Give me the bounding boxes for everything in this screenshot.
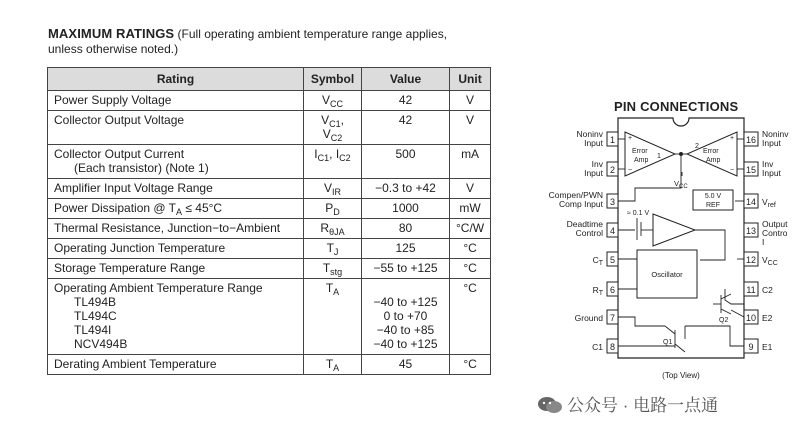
unit-cell: V — [450, 111, 491, 145]
rating-cell: Power Supply Voltage — [48, 91, 304, 111]
part-number: TL494B — [74, 295, 117, 309]
pin-num: 2 — [609, 165, 616, 175]
pin-label: Ground — [574, 313, 603, 323]
header-value: Value — [362, 68, 450, 91]
vcc-label: $V_{CC}$ — [674, 179, 688, 190]
pin-label-mark: I — [762, 237, 765, 247]
pin-num: 15 — [745, 165, 757, 175]
part-number: NCV494B — [74, 337, 128, 351]
table-header-row — [48, 68, 491, 91]
top-view-caption: (Top View) — [662, 371, 700, 380]
rating-cell: Operating Junction Temperature — [48, 239, 304, 259]
symbol-cell: $T_{stg}$ — [304, 259, 362, 279]
amp-number: 1 — [657, 153, 661, 160]
value-item: −40 to +85 — [376, 323, 435, 337]
value-cell: −55 to +125 — [362, 259, 450, 279]
minus-mark: − — [730, 167, 735, 174]
value-cell: 45 — [362, 355, 450, 375]
pin-connections-title: PIN CONNECTIONS — [614, 99, 739, 114]
ratings-heading-rest: (Full operating ambient temperature range applies, — [174, 27, 448, 41]
q1-label: Q1 — [663, 339, 673, 346]
rating-cell: Power Dissipation @ $T_A \le 45^\circ C$ — [48, 199, 304, 219]
table-row — [48, 219, 491, 239]
pin-label: Contro — [762, 228, 788, 238]
max-ratings-table — [47, 67, 491, 375]
header-symbol: Symbol — [304, 68, 362, 91]
pin-num: 4 — [609, 226, 616, 236]
pin-label: $R_T$ — [592, 285, 603, 297]
pin-label: Control — [575, 228, 603, 238]
table-row — [48, 91, 491, 111]
unit-cell: V — [450, 91, 491, 111]
wechat-watermark — [537, 391, 718, 416]
pin-num: 10 — [745, 313, 757, 323]
pin-label: Inv — [591, 159, 603, 169]
pin-label: Comp Input — [559, 199, 603, 209]
pin-label: Deadtime — [566, 219, 603, 229]
rating-cell: Amplifier Input Voltage Range — [48, 179, 304, 199]
ratings-heading — [48, 26, 508, 57]
pin-label: Output — [762, 219, 788, 229]
pin-num: 9 — [748, 342, 754, 352]
pin-label: Compen/PWN — [548, 190, 603, 200]
rating-cell: Collector Output Voltage — [48, 111, 304, 145]
pin-label: Input — [584, 168, 603, 178]
ref-label: 5.0 V — [704, 193, 722, 200]
symbol-cell: $T_A$ — [304, 355, 362, 375]
pin-label: Inv — [762, 159, 774, 169]
pin-label: Input — [584, 138, 603, 148]
plus-mark: + — [730, 135, 735, 142]
rating-cell: Derating Ambient Temperature — [48, 355, 304, 375]
unit-cell: °C — [450, 355, 491, 375]
symbol-cell: $V_{C1}$, $V_{C2}$ — [304, 111, 362, 145]
value-cell: 1000 — [362, 199, 450, 219]
error-amp-label: Amp — [706, 157, 721, 164]
q2-label: Q2 — [719, 317, 729, 324]
table-row — [48, 259, 491, 279]
pin-label: C1 — [592, 342, 603, 352]
rating-text: Collector Output Current — [54, 147, 185, 161]
value-cell: −0.3 to +42 — [362, 179, 450, 199]
value-cell: 500 — [362, 145, 450, 179]
rating-cell: Storage Temperature Range — [48, 259, 304, 279]
unit-cell: V — [450, 179, 491, 199]
pin-connections-diagram — [525, 90, 804, 390]
symbol-cell: $I_{C1}$, $I_{C2}$ — [304, 145, 362, 179]
pin-num: 1 — [609, 135, 616, 145]
table-row — [48, 355, 491, 375]
value-cell: 125 — [362, 239, 450, 259]
minus-mark: − — [628, 167, 633, 174]
deadtime-voltage-label: ≈ 0.1 V — [627, 210, 650, 217]
pin-label: E1 — [762, 342, 773, 352]
pin-label: $V_{CC}$ — [762, 255, 778, 267]
error-amp-label: Error — [703, 148, 719, 155]
unit-cell: mW — [450, 199, 491, 219]
pin-num: 8 — [609, 342, 616, 352]
pin-num: 11 — [746, 285, 756, 295]
symbol-cell: $V_{IR}$ — [304, 179, 362, 199]
error-amp-label: Error — [632, 148, 648, 155]
pin-num: 13 — [745, 226, 757, 236]
header-rating: Rating — [48, 68, 304, 91]
table-row — [48, 111, 491, 145]
unit-cell: mA — [450, 145, 491, 179]
value-cell: 42 — [362, 111, 450, 145]
symbol-cell: $T_A$ — [304, 279, 362, 355]
ratings-heading-line2: unless otherwise noted.) — [48, 42, 179, 56]
value-cell — [362, 279, 450, 355]
unit-cell: °C — [450, 279, 491, 355]
table-row — [48, 179, 491, 199]
rating-cell: Thermal Resistance, Junction−to−Ambient — [48, 219, 304, 239]
junction-dot — [679, 152, 683, 156]
pin-label: $C_T$ — [592, 255, 603, 267]
error-amp-label: Amp — [634, 157, 649, 164]
part-number: TL494I — [74, 323, 112, 337]
value-cell: 80 — [362, 219, 450, 239]
rating-text: Operating Ambient Temperature Range — [54, 281, 263, 295]
unit-cell: °C/W — [450, 219, 491, 239]
value-item: 0 to +70 — [383, 309, 428, 323]
amp-number: 2 — [695, 143, 699, 150]
rating-subtext: (Each transistor) (Note 1) — [74, 161, 209, 175]
pin-num: 6 — [609, 285, 616, 295]
rating-cell — [48, 279, 304, 355]
pin-num: 12 — [745, 255, 757, 265]
pin-num: 7 — [609, 313, 616, 323]
pin-label: Input — [762, 138, 781, 148]
unit-cell: °C — [450, 239, 491, 259]
unit-cell: °C — [450, 259, 491, 279]
header-unit: Unit — [450, 68, 491, 91]
symbol-cell: $R_{\theta JA}$ — [304, 219, 362, 239]
symbol-cell: $T_J$ — [304, 239, 362, 259]
pin-label: Noninv — [762, 129, 789, 139]
table-row — [48, 199, 491, 219]
pin-num: 3 — [609, 197, 616, 207]
pin-num: 16 — [745, 135, 757, 145]
rating-cell — [48, 145, 304, 179]
table-row — [48, 145, 491, 179]
ratings-heading-bold: MAXIMUM RATINGS — [48, 26, 175, 41]
ic-pinout-svg — [525, 90, 804, 390]
pin-label: E2 — [762, 313, 773, 323]
symbol-cell: $P_D$ — [304, 199, 362, 219]
symbol-cell: $V_{CC}$ — [304, 91, 362, 111]
pin-label: C2 — [762, 285, 773, 295]
pin-label: $V_{ref}$ — [762, 197, 776, 209]
table-row — [48, 279, 491, 355]
table-row — [48, 239, 491, 259]
pin-num: 14 — [745, 197, 757, 207]
value-item: −40 to +125 — [373, 337, 438, 351]
watermark-text: 公众号 · 电路一点通 — [567, 396, 719, 415]
pin-num: 5 — [609, 255, 616, 265]
oscillator-label: Oscillator — [651, 270, 683, 279]
value-cell: 42 — [362, 91, 450, 111]
pin-label: Noninv — [576, 129, 603, 139]
part-number: TL494C — [74, 309, 117, 323]
plus-mark: + — [628, 135, 633, 142]
pin-label: Input — [762, 168, 781, 178]
ref-label: REF — [706, 202, 720, 209]
wechat-icon — [537, 396, 563, 414]
value-item: −40 to +125 — [373, 295, 438, 309]
